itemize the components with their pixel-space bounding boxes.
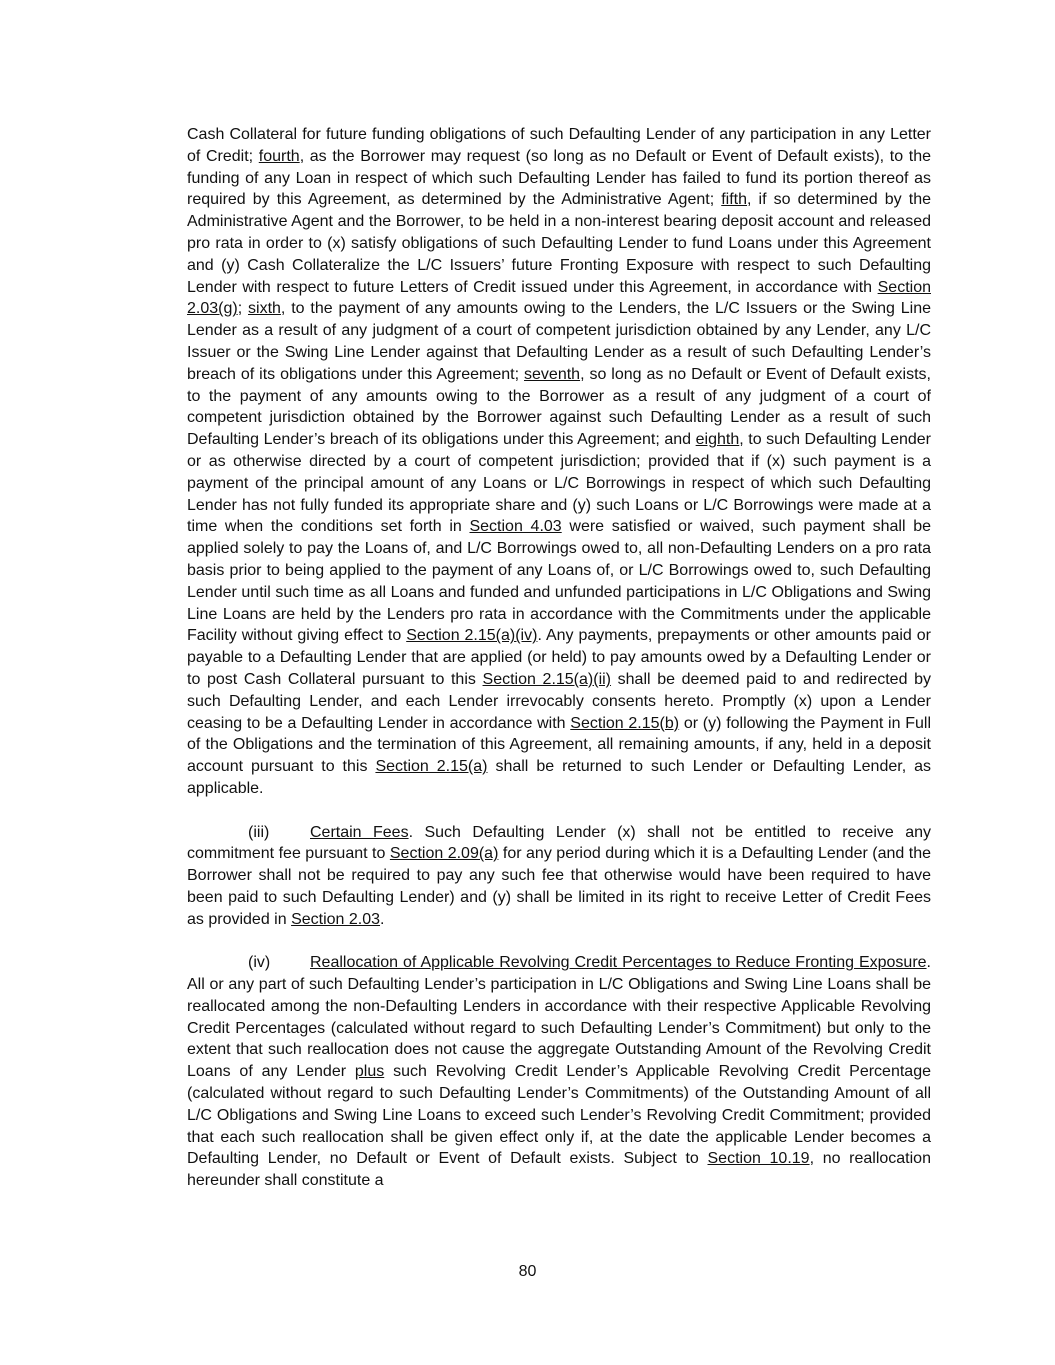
clause-heading: Certain Fees — [310, 823, 409, 841]
text-run: , so long as no Default or Event of Default exists, to the payment of any amounts owing to the Borrower as a result of any judgment of a court of competent jurisdiction obtained by the Borrower against such Defaulting Lender as a result of such Defaulting Lender’s breach of its obligations under this Agreement; and — [187, 365, 931, 449]
clause-number: (iii) — [248, 823, 270, 841]
text-run: , no reallocation hereunder shall constitute a — [187, 1150, 931, 1190]
text-run: such Revolving Credit Lender’s Applicable Revolving Credit Percentage (calculated without regard to such Defaulting Lender’s Commitments) of the Outstanding Amount of all L/C Obligations and Swing Line Loans to exceed such Lender’s Revolving Credit Commitment; provided that each such reallocation shall be given effect only if, at the date the applicable Lender becomes a Defaulting Lender, no Default or Event of Default exists. Subject to — [187, 1063, 931, 1168]
text-run: , if so determined by the Administrative Agent and the Borrower, to be held in a non-interest bearing deposit account and released pro rata in order to (x) satisfy obligations of such Defaulting Lender to fund Loans under this Agreement and (y) Cash Collateralize the L/C Issuers’ future Fronting Exposure with respect to such Defaulting Lender with respect to future Letters of Credit issued under this Agreement, in accordance with — [187, 191, 931, 296]
term-fifth: fifth — [721, 191, 748, 209]
section-ref-2-15a-ii: Section 2.15(a)(ii) — [482, 670, 612, 688]
section-ref-2-09a: Section 2.09(a) — [389, 845, 499, 863]
text-run: were satisfied or waived, such payment shall be applied solely to pay the Loans of, and L/C Borrowings owed to, all non-Defaulting Lenders on a pro rata basis prior to being applied to the payment of any Loans of, or L/C Borrowings owed to, such Defaulting Lender until such time as all Loans and funded and unfunded participations in L/C Obligations and Swing Line Loans are held by the Lenders pro rata in accordance with the Commitments under the applicable Facility without giving effect to — [187, 518, 932, 645]
section-ref-2-15a-iv: Section 2.15(a)(iv) — [406, 627, 538, 645]
text-run: , to such Defaulting Lender or as otherwise directed by a court of competent jurisdiction; provided that if (x) such payment is a payment of the principal amount of any Loans or L/C Borrowings in respect of which such Defaulting Lender has not fully funded its appropriate share and (y) such Loans or L/C Borrowings were made at a time when the conditions set forth in — [187, 431, 932, 536]
text-run: , as the Borrower may request (so long as no Default or Event of Default exists), to the funding of any Loan in respect of which such Defaulting Lender has failed to fund its portion thereof as required by this Agreement, as determined by the Administrative Agent; — [187, 147, 932, 209]
term-plus: plus — [354, 1063, 385, 1081]
clause-heading: Reallocation of Applicable Revolving Credit Percentages to Reduce Fronting Exposure — [310, 954, 927, 972]
text-run: . — [380, 910, 385, 928]
paragraph-waterfall-continued — [187, 124, 931, 800]
paragraph-reallocation — [187, 952, 931, 1192]
text-run: , to the payment of any amounts owing to the Lenders, the L/C Issuers or the Swing Line Lender as a result of any judgment of a court of competent jurisdiction obtained by any Lender, any L/C Issuer or the Swing Line Lender against that Defaulting Lender as a result of such Defaulting Lender’s breach of its obligations under this Agreement; — [187, 300, 932, 383]
term-eighth: eighth — [695, 431, 740, 449]
text-run: for any period during which it is a Defaulting Lender (and the Borrower shall not be required to pay any such fee that otherwise would have been required to have been paid to such Defaulting Lender) and (y) shall be limited in its right to receive Letter of Credit Fees as provided in — [187, 845, 931, 928]
text-run: . All or any part of such Defaulting Lender’s participation in L/C Obligations and Swing Line Loans shall be reallocated among the non-Defaulting Lenders in accordance with their respective Applicable Revolving Credit Percentages (calculated without regard to such Defaulting Lender’s Commitment) but only to the extent that such reallocation does not cause the aggregate Outstanding Amount of the Revolving Credit Loans of any Lender — [187, 954, 931, 1081]
term-sixth: sixth — [248, 300, 281, 318]
section-ref-2-15b: Section 2.15(b) — [570, 714, 680, 732]
section-ref-10-19: Section 10.19 — [707, 1150, 810, 1168]
section-ref-2-03g: Section 2.03(g) — [187, 278, 931, 318]
text-run: . Any payments, prepayments or other amounts paid or payable to a Defaulting Lender that are applied (or held) to pay amounts owed by a Defaulting Lender or to post Cash Collateral pursuant to this — [187, 627, 932, 688]
text-run: . Such Defaulting Lender (x) shall not be entitled to receive any commitment fee pursuant to — [187, 823, 931, 863]
term-seventh: seventh — [524, 365, 581, 383]
text-run: ; — [237, 300, 249, 318]
text-run: shall be returned to such Lender or Defaulting Lender, as applicable. — [187, 758, 932, 797]
clause-number: (iv) — [248, 954, 271, 972]
term-fourth: fourth — [258, 147, 300, 165]
section-ref-2-15a: Section 2.15(a) — [375, 758, 488, 776]
text-run: Cash Collateral for future funding obligations of such Defaulting Lender of any participation in any Letter of Credit; — [187, 126, 931, 165]
section-ref-2-03: Section 2.03 — [291, 910, 381, 928]
page-number: 80 — [518, 1263, 537, 1280]
document-body — [187, 124, 931, 1192]
text-run: or (y) following the Payment in Full of the Obligations and the termination of this Agreement, all remaining amounts, if any, held in a deposit account pursuant to this — [187, 714, 932, 776]
text-run: shall be deemed paid to and redirected by such Defaulting Lender, and each Lender irrevocably consents hereto. Promptly (x) upon a Lender ceasing to be a Defaulting Lender in accordance with — [187, 670, 932, 732]
paragraph-certain-fees — [187, 822, 931, 931]
section-ref-4-03: Section 4.03 — [469, 518, 562, 536]
